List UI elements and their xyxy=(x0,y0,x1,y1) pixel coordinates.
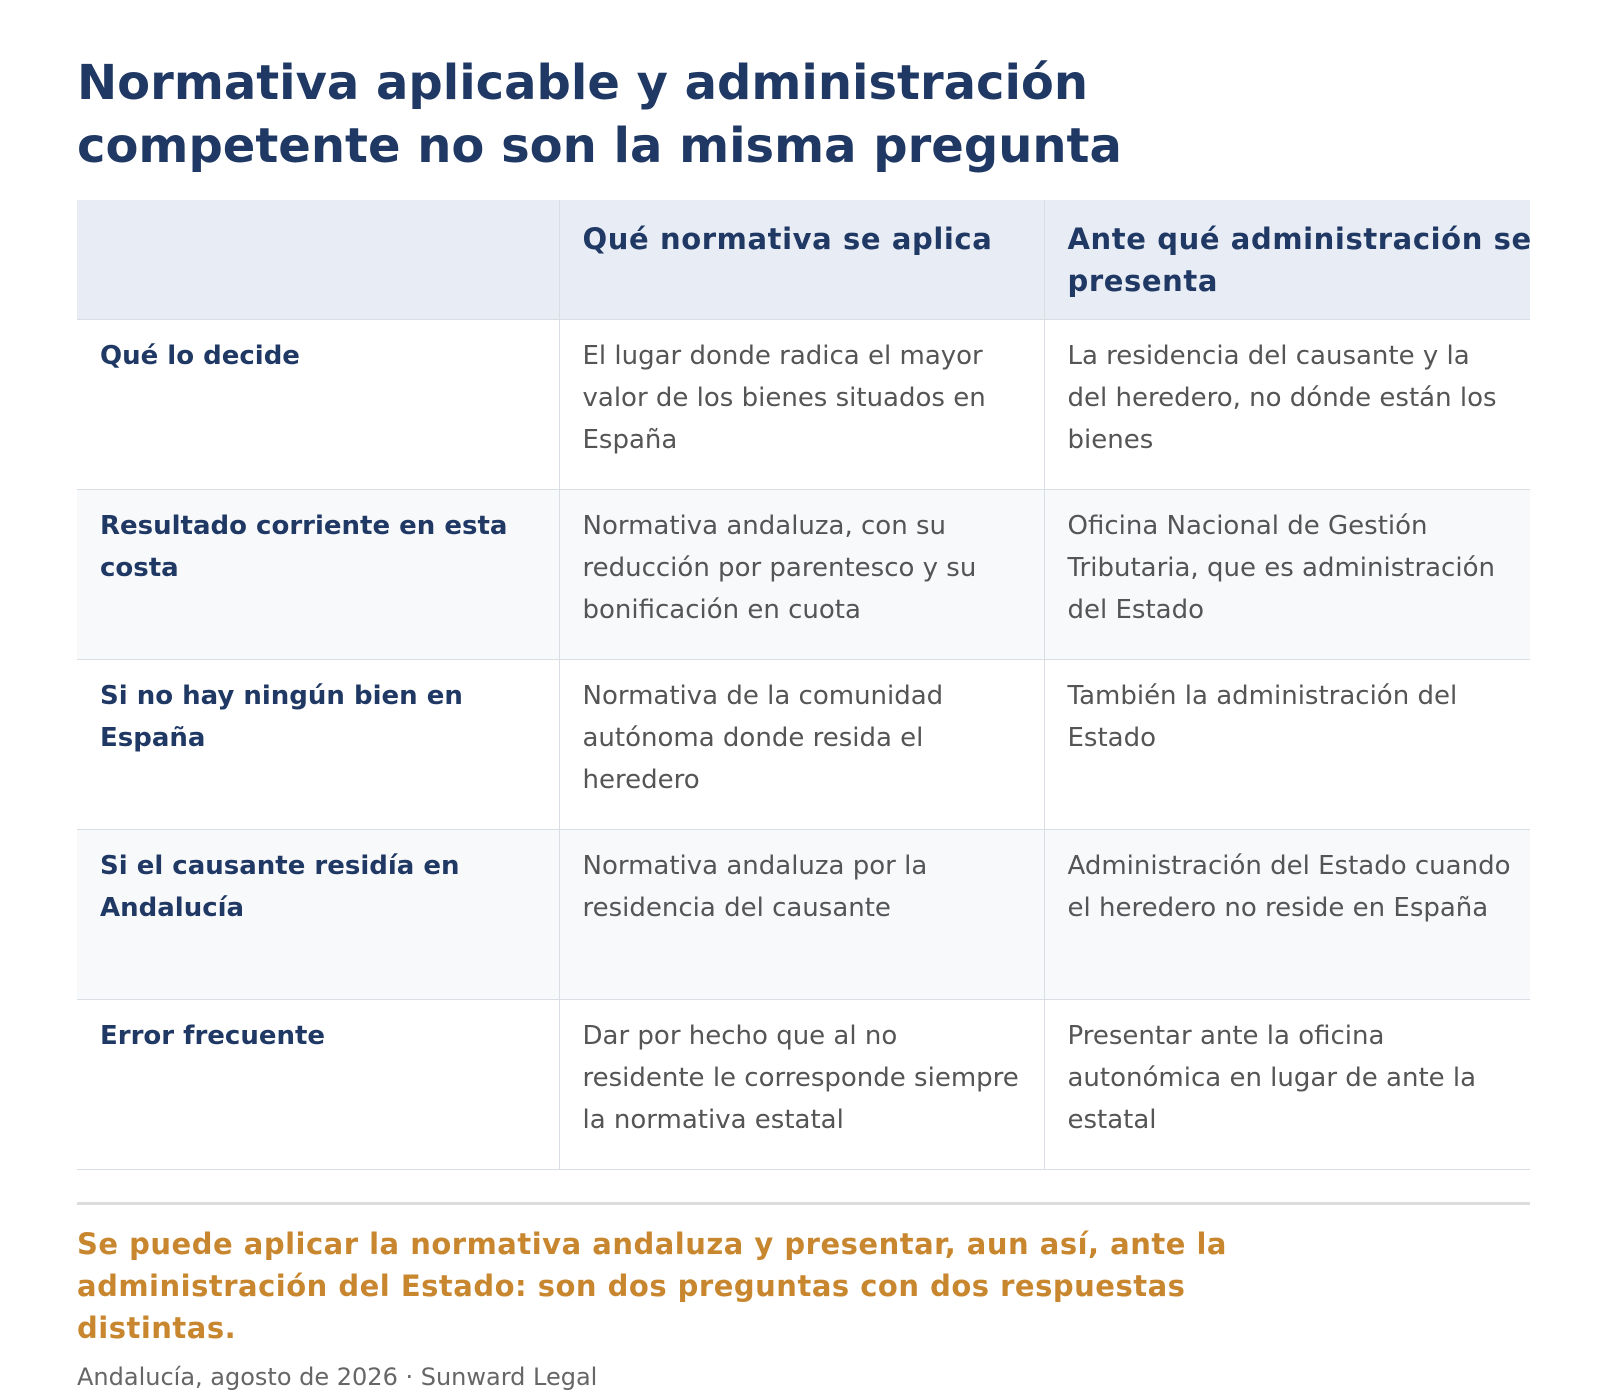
table-row xyxy=(77,659,1530,829)
row-label: Resultado corriente en esta costa xyxy=(77,489,559,659)
cell-normativa: Normativa andaluza por la residencia del causante xyxy=(559,829,1044,999)
cell-normativa: El lugar donde radica el mayor valor de los bienes situados en España xyxy=(559,319,1044,489)
conclusion-callout: Se puede aplicar la normativa andaluza y presentar, aun así, ante la administración del Estado: son dos preguntas con dos respuestas distintas. xyxy=(77,1227,1228,1345)
table-row xyxy=(77,489,1530,659)
comparison-table xyxy=(77,200,1530,1170)
cell-normativa: Normativa andaluza, con su reducción por parentesco y su bonificación en cuota xyxy=(559,489,1044,659)
column-header-administracion xyxy=(1044,200,1530,319)
table-row xyxy=(77,319,1530,489)
column-header-administracion-text: Ante qué administración se presenta xyxy=(1067,222,1532,298)
cell-administracion: La residencia del causante y la del heredero, no dónde están los bienes xyxy=(1044,319,1530,489)
cell-administracion: Presentar ante la oficina autonómica en lugar de ante la estatal xyxy=(1044,999,1530,1169)
cell-administracion: Oficina Nacional de Gestión Tributaria, que es administración del Estado xyxy=(1044,489,1530,659)
section-divider xyxy=(77,1202,1530,1205)
cell-normativa: Normativa de la comunidad autónoma donde resida el heredero xyxy=(559,659,1044,829)
row-label: Qué lo decide xyxy=(77,319,559,489)
table-row xyxy=(77,829,1530,999)
table-header-row xyxy=(77,200,1530,319)
column-header-empty xyxy=(77,200,559,319)
table-row xyxy=(77,999,1530,1169)
footer-caption: Andalucía, agosto de 2026 · Sunward Legal xyxy=(77,1363,598,1391)
row-label: Error frecuente xyxy=(77,999,559,1169)
row-label: Si el causante residía en Andalucía xyxy=(77,829,559,999)
page-title: Normativa aplicable y administración competente no son la misma pregunta xyxy=(77,55,1122,174)
cell-administracion: Administración del Estado cuando el heredero no reside en España xyxy=(1044,829,1530,999)
cell-normativa: Dar por hecho que al no residente le corresponde siempre la normativa estatal xyxy=(559,999,1044,1169)
column-header-normativa: Qué normativa se aplica xyxy=(559,200,1044,319)
row-label: Si no hay ningún bien en España xyxy=(77,659,559,829)
cell-administracion: También la administración del Estado xyxy=(1044,659,1530,829)
document-page xyxy=(77,52,1532,1391)
